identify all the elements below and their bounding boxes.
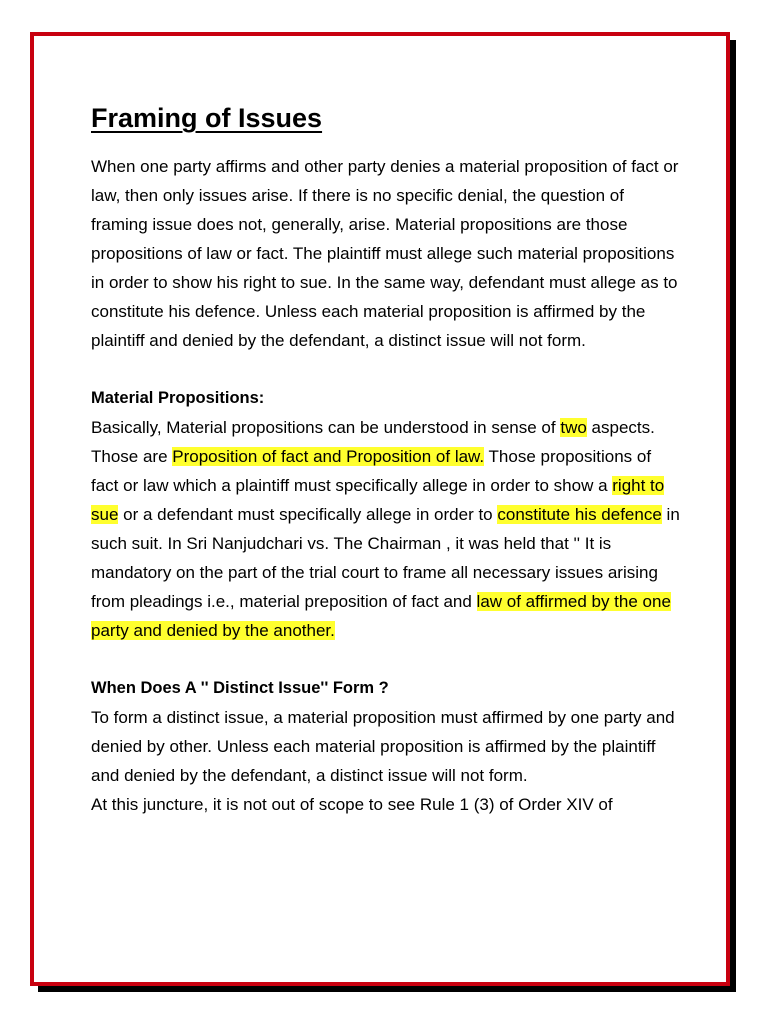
text-segment: or a defendant must specifically allege in order to (118, 505, 498, 524)
document-content (91, 98, 681, 819)
highlighted-text: Proposition of fact and Proposition of law. (172, 447, 485, 466)
highlighted-text: right to sue (91, 476, 665, 524)
highlighted-text: two (560, 418, 587, 437)
paragraph-gap (91, 355, 681, 384)
section-heading-material-propositions: Material Propositions: (91, 389, 265, 407)
text-segment: in such suit. In Sri Nanjudchari vs. The Chairman , it was held that '' It is mandatory on the part of the trial court to frame all necessary issues arising from pleadings i.e., material preposition of fact and (91, 505, 680, 611)
intro-paragraph: When one party affirms and other party denies a material proposition of fact or law, then only issues arise. If there is no specific denial, the question of framing issue does not, generally, arise. Material propositions are those propositions of law or fact. The plaintiff must allege such material propositions in order to show his right to sue. In the same way, defendant must allege as to constitute his defence. Unless each material proposition is affirmed by the plaintiff and denied by the defendant, a distinct issue will not form. (91, 157, 679, 350)
distinct-issue-paragraph: To form a distinct issue, a material proposition must affirmed by one party and denied by other. Unless each material proposition is affirmed by the plaintiff and denied by the defendant, a distinct issue will not form. (91, 708, 675, 785)
text-segment: Basically, Material propositions can be understood in sense of (91, 418, 561, 437)
paragraph-gap (91, 645, 681, 674)
document-page (30, 32, 730, 986)
text-segment: aspects. Those are (91, 418, 655, 466)
text-segment: Those propositions of fact or law which a plaintiff must specifically allege in order to show a (91, 447, 652, 495)
material-propositions-paragraph (91, 413, 681, 645)
highlighted-text: constitute his defence (497, 505, 662, 524)
section-heading-distinct-issue: When Does A '' Distinct Issue'' Form ? (91, 679, 389, 697)
highlighted-text: law of affirmed by the one party and denied by the another. (91, 592, 671, 640)
document-title: Framing of Issues (91, 103, 323, 133)
juncture-paragraph: At this juncture, it is not out of scope to see Rule 1 (3) of Order XIV of (91, 795, 613, 814)
